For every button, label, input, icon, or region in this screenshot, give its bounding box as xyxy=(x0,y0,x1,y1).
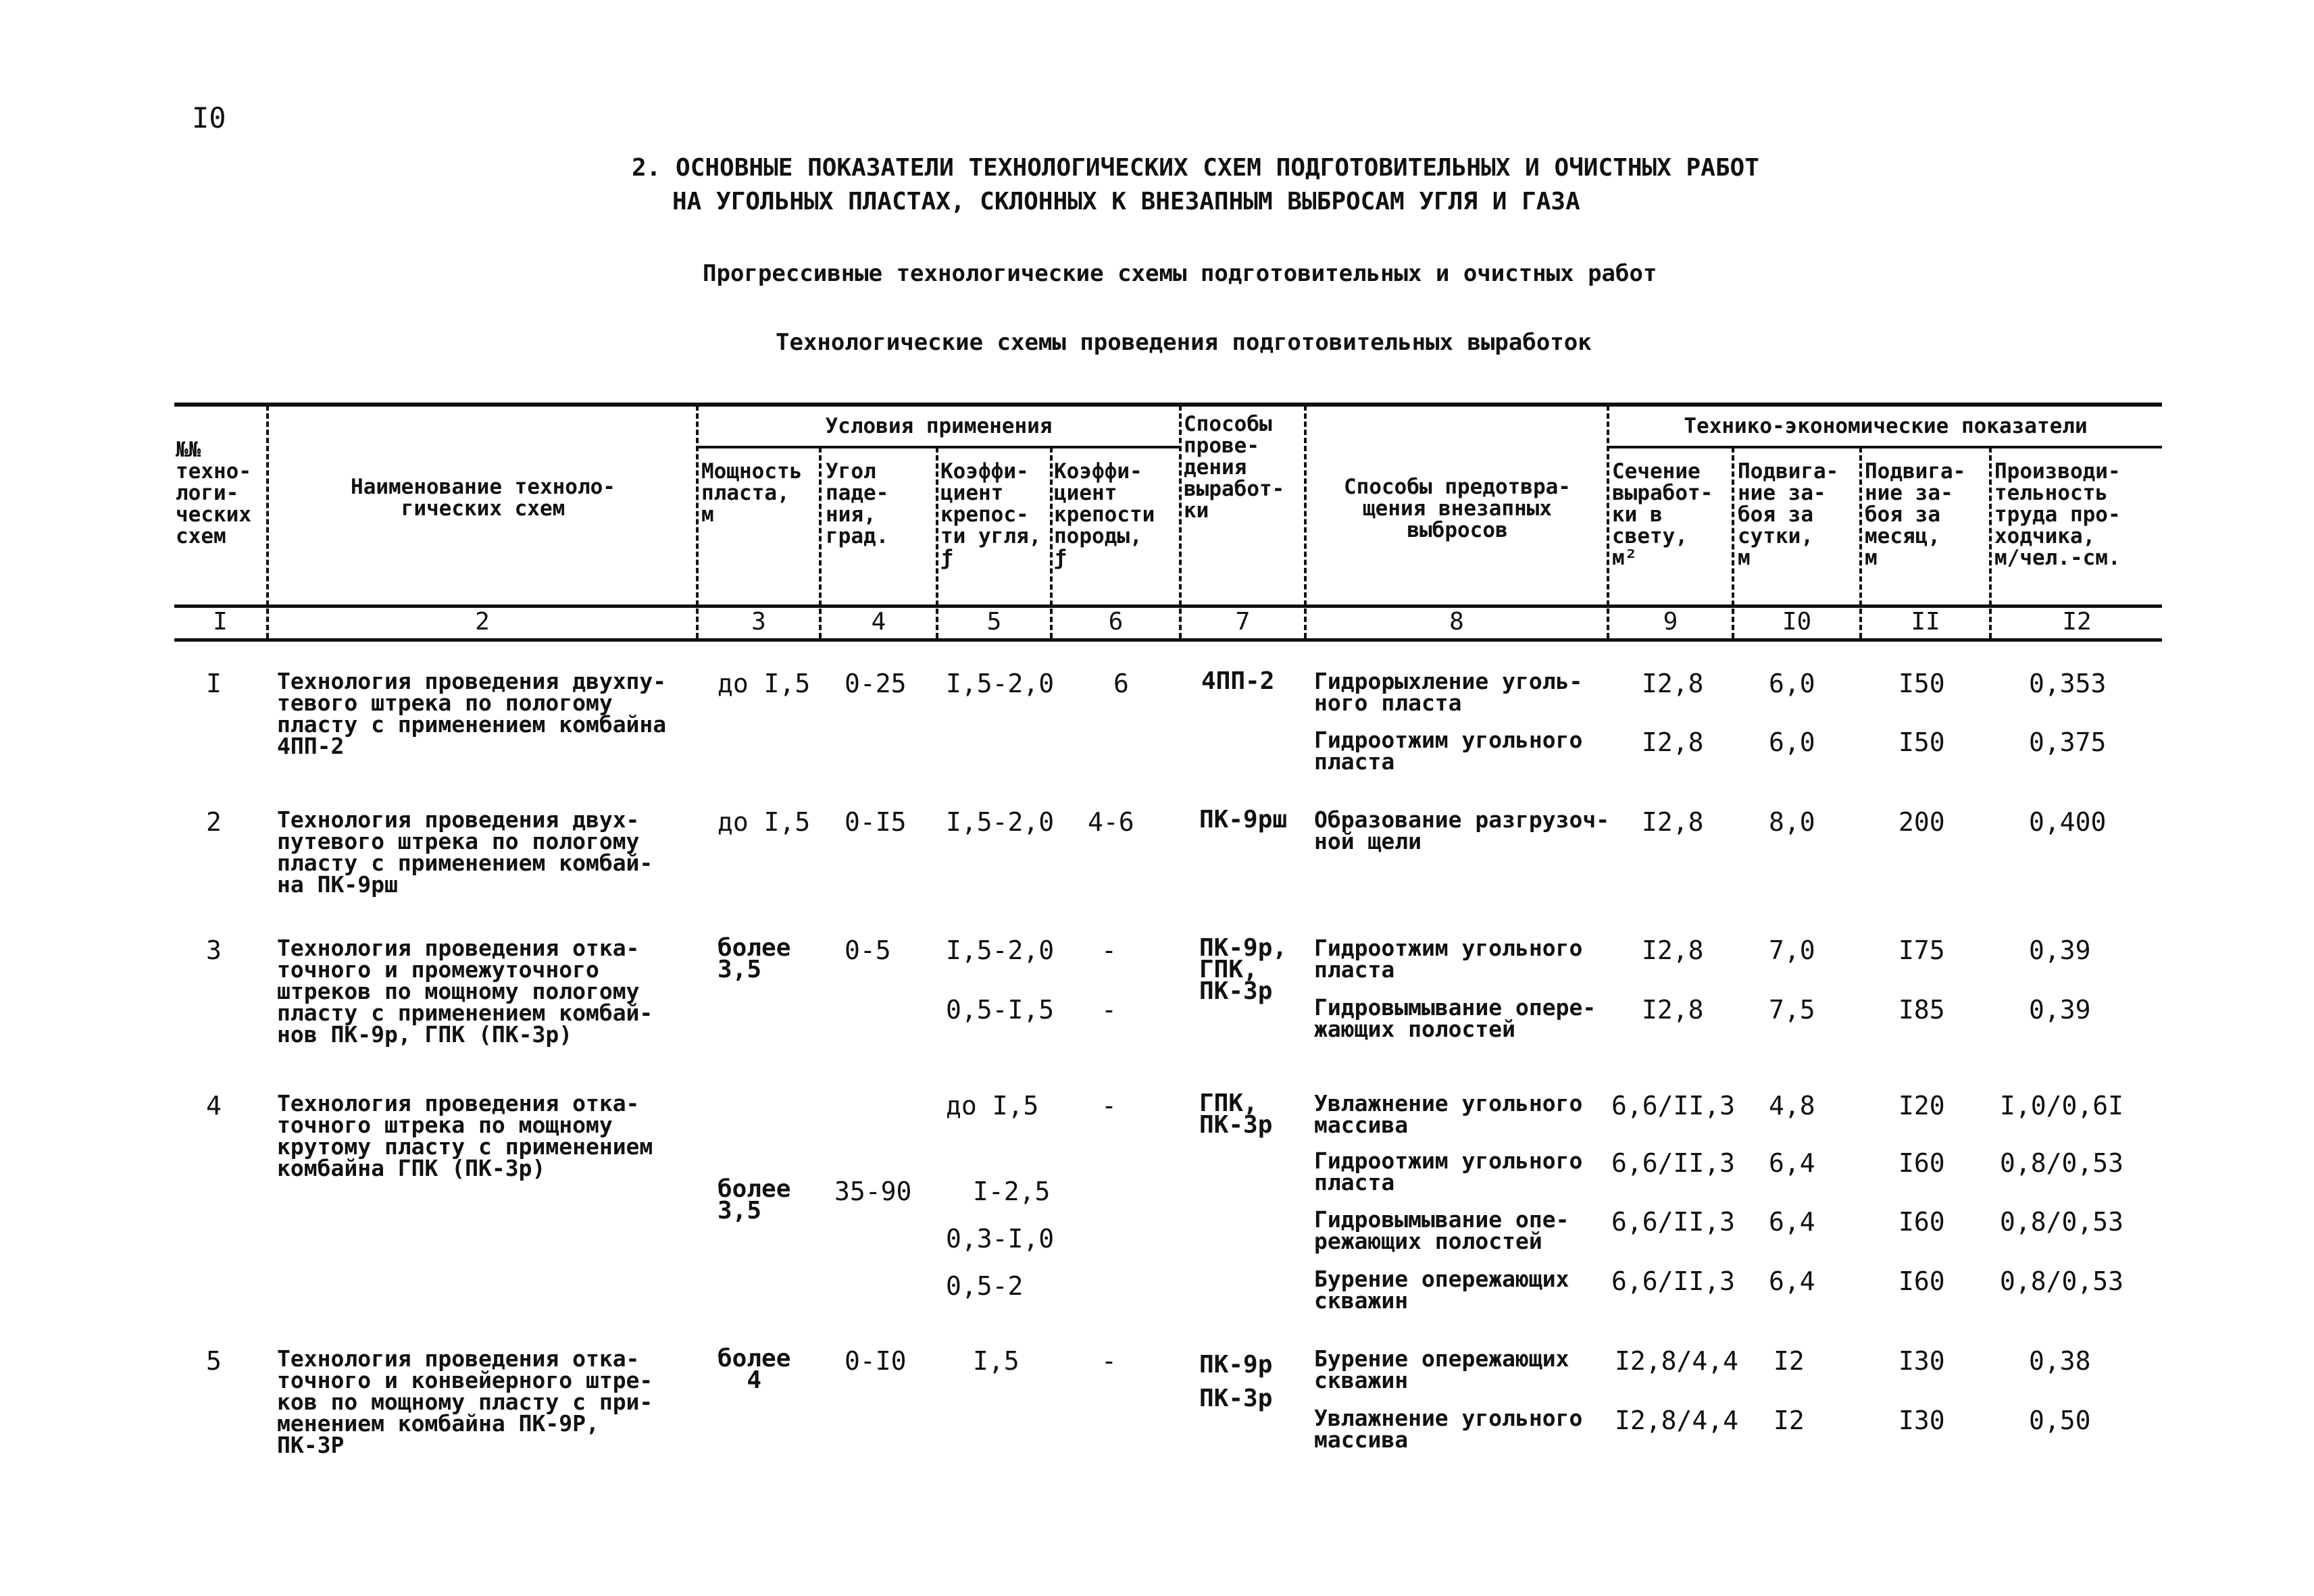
seam-thickness: более 3,5 xyxy=(718,934,791,983)
section-area: 6,6/II,3 xyxy=(1611,1091,1736,1121)
productivity: 0,375 xyxy=(2029,727,2107,757)
coal-strength: I,5 xyxy=(973,1346,1020,1376)
driving-method: ГПК, ПК-3р xyxy=(1199,1089,1273,1139)
advance-per-day: 6,0 xyxy=(1769,669,1815,698)
dip-angle: 35-90 xyxy=(834,1177,912,1206)
coal-strength: I,5-2,0 xyxy=(946,807,1055,837)
column-number: 4 xyxy=(871,608,886,636)
section-area: I2,8 xyxy=(1642,727,1704,757)
driving-method: ПК-9р, ГПК, ПК-3р xyxy=(1199,934,1288,1005)
prevention-method: Гидроотжим угольного пласта xyxy=(1314,1148,1583,1195)
advance-per-month: I60 xyxy=(1898,1266,1945,1296)
advance-per-month: I30 xyxy=(1898,1346,1945,1376)
advance-per-day: 6,4 xyxy=(1769,1266,1815,1296)
coal-strength: 0,3-I,0 xyxy=(946,1224,1055,1254)
rock-strength: - xyxy=(1101,1091,1117,1121)
col-sep-6 xyxy=(1179,405,1182,638)
header-section: Сечение выработ- ки в свету, м² xyxy=(1612,459,1713,570)
advance-per-day: 4,8 xyxy=(1769,1091,1815,1121)
group-header-conditions: Условия применения xyxy=(825,414,1053,438)
column-number: 2 xyxy=(475,608,490,636)
driving-method: 4ПП-2 xyxy=(1201,667,1275,695)
driving-method: ПК-9р ПК-3р xyxy=(1199,1351,1273,1412)
column-number: 8 xyxy=(1449,608,1464,636)
coal-strength: I-2,5 xyxy=(973,1177,1051,1206)
coal-strength: I,5-2,0 xyxy=(946,935,1055,965)
advance-per-month: I60 xyxy=(1898,1207,1945,1237)
header-scheme-number: №№ техно- логи- ческих схем xyxy=(176,438,251,548)
advance-per-month: I30 xyxy=(1898,1406,1945,1435)
table-top-rule xyxy=(174,403,2162,407)
scheme-name: Технология проведения отка- точного и конвейерного штре- ков по мощному пласту с при- менением комбайна ПК-9Р, ПК-3Р xyxy=(277,1345,653,1458)
advance-per-month: I50 xyxy=(1898,727,1945,757)
productivity: 0,39 xyxy=(2029,935,2091,965)
col-sep-2 xyxy=(696,405,699,638)
column-number: 9 xyxy=(1663,608,1678,636)
header-thickness: Мощность пласта, м xyxy=(701,459,803,527)
column-number: 3 xyxy=(751,608,766,636)
prevention-method: Образование разгрузоч- ной щели xyxy=(1314,806,1610,854)
indicators-group-rule xyxy=(1607,446,2162,448)
dip-angle: 0-5 xyxy=(845,935,891,965)
prevention-method: Гидровымывание опере- жающих полостей xyxy=(1314,994,1596,1042)
productivity: 0,8/0,53 xyxy=(2000,1266,2124,1296)
scheme-number: I xyxy=(206,669,222,698)
advance-per-month: I50 xyxy=(1898,669,1945,698)
prevention-method: Увлажнение угольного массива xyxy=(1314,1090,1583,1138)
coal-strength: 0,5-I,5 xyxy=(946,995,1055,1025)
seam-thickness: более 4 xyxy=(718,1345,791,1394)
scheme-name: Технология проведения отка- точного и промежуточного штреков по мощному пологому пласту с применением комбай- нов ПК-9р, ГПК (ПК-3р) xyxy=(277,935,653,1048)
section-title: Технологические схемы проведения подготовительных выработок xyxy=(776,329,1592,356)
column-number: I2 xyxy=(2062,608,2092,636)
section-area: 6,6/II,3 xyxy=(1611,1207,1736,1237)
column-number: I0 xyxy=(1782,608,1812,636)
scheme-number: 5 xyxy=(206,1346,222,1376)
coal-strength: до I,5 xyxy=(946,1091,1039,1121)
group-header-indicators: Технико-экономические показатели xyxy=(1684,414,2088,438)
productivity: I,0/0,6I xyxy=(2000,1091,2124,1121)
scheme-number: 3 xyxy=(206,935,222,965)
productivity: 0,8/0,53 xyxy=(2000,1207,2124,1237)
column-number: 5 xyxy=(986,608,1002,636)
scheme-name: Технология проведения двухпу- тевого штрека по пологому пласту с применением комбайна 4ПП-2 xyxy=(277,668,667,759)
driving-method: ПК-9рш xyxy=(1199,806,1288,833)
scheme-number: 2 xyxy=(206,807,222,837)
seam-thickness: до I,5 xyxy=(718,807,811,837)
prevention-method: Гидроотжим угольного пласта xyxy=(1314,727,1583,775)
advance-per-month: 200 xyxy=(1898,807,1945,837)
prevention-method: Гидровымывание опе- режающих полостей xyxy=(1314,1206,1569,1254)
column-number: II xyxy=(1911,608,1940,636)
dip-angle: 0-25 xyxy=(845,669,907,698)
header-productivity: Производи- тельность труда про- ходчика, м/чел.-см. xyxy=(1994,459,2121,570)
rock-strength: - xyxy=(1101,935,1117,965)
page-number: I0 xyxy=(192,101,226,134)
section-area: I2,8 xyxy=(1642,807,1704,837)
dip-angle: 0-I5 xyxy=(845,807,907,837)
productivity: 0,400 xyxy=(2029,807,2107,837)
coal-strength: I,5-2,0 xyxy=(946,669,1055,698)
title-line-1: 2. ОСНОВНЫЕ ПОКАЗАТЕЛИ ТЕХНОЛОГИЧЕСКИХ СХЕМ ПОДГОТОВИТЕЛЬНЫХ И ОЧИСТНЫХ РАБОТ xyxy=(632,154,1759,182)
col-sep-8 xyxy=(1607,405,1609,638)
prevention-method: Гидрорыхление уголь- ного пласта xyxy=(1314,668,1583,716)
productivity: 0,50 xyxy=(2029,1406,2091,1435)
prevention-method: Бурение опережающих скважин xyxy=(1314,1345,1569,1393)
section-area: 6,6/II,3 xyxy=(1611,1148,1736,1178)
scheme-number: 4 xyxy=(206,1091,222,1121)
column-number: 7 xyxy=(1235,608,1251,636)
advance-per-day: 6,4 xyxy=(1769,1148,1815,1178)
advance-per-month: I60 xyxy=(1898,1148,1945,1178)
section-area: I2,8/4,4 xyxy=(1615,1346,1739,1376)
header-advance-day: Подвига- ние за- боя за сутки, м xyxy=(1738,459,1839,570)
section-area: I2,8/4,4 xyxy=(1615,1406,1739,1435)
advance-per-day: 7,0 xyxy=(1769,935,1815,965)
section-area: 6,6/II,3 xyxy=(1611,1266,1736,1296)
productivity: 0,8/0,53 xyxy=(2000,1148,2124,1178)
seam-thickness: более 3,5 xyxy=(718,1175,791,1225)
productivity: 0,353 xyxy=(2029,669,2107,698)
subtitle: Прогрессивные технологические схемы подготовительных и очистных работ xyxy=(703,260,1657,287)
header-rock-strength: Коэффи- циент крепости породы, ƒ xyxy=(1054,459,1155,570)
dip-angle: 0-I0 xyxy=(845,1346,907,1376)
header-prevention-method: Способы предотвра- щения внезапных выбросов xyxy=(1344,475,1571,542)
scheme-name: Технология проведения двух- путевого штрека по пологому пласту с применением комбай- на ПК-9рш xyxy=(277,806,653,898)
col-sep-1 xyxy=(266,405,269,638)
coal-strength: 0,5-2 xyxy=(946,1271,1024,1301)
advance-per-month: I75 xyxy=(1898,935,1945,965)
rock-strength: 4-6 xyxy=(1088,807,1134,837)
advance-per-day: 6,4 xyxy=(1769,1207,1815,1237)
productivity: 0,39 xyxy=(2029,995,2091,1025)
prevention-method: Бурение опережающих скважин xyxy=(1314,1266,1569,1314)
section-area: I2,8 xyxy=(1642,995,1704,1025)
header-advance-month: Подвига- ние за- боя за месяц, м xyxy=(1865,459,1966,570)
advance-per-day: 8,0 xyxy=(1769,807,1815,837)
prevention-method: Гидроотжим угольного пласта xyxy=(1314,935,1583,983)
prevention-method: Увлажнение угольного массива xyxy=(1314,1405,1583,1453)
column-number-rule xyxy=(174,638,2162,642)
section-area: I2,8 xyxy=(1642,935,1704,965)
seam-thickness: до I,5 xyxy=(718,669,811,698)
scheme-name: Технология проведения отка- точного штрека по мощному крутому пласту с применением комбайна ГПК (ПК-3р) xyxy=(277,1090,653,1181)
header-coal-strength: Коэффи- циент крепос- ти угля, ƒ xyxy=(940,459,1042,570)
advance-per-month: I20 xyxy=(1898,1091,1945,1121)
column-number: I xyxy=(213,608,228,636)
title-line-2: НА УГОЛЬНЫХ ПЛАСТАХ, СКЛОННЫХ К ВНЕЗАПНЫМ ВЫБРОСАМ УГЛЯ И ГАЗА xyxy=(672,188,1580,215)
advance-per-month: I85 xyxy=(1898,995,1945,1025)
header-scheme-name: Наименование техноло- гических схем xyxy=(351,475,615,521)
rock-strength: - xyxy=(1101,1346,1117,1376)
productivity: 0,38 xyxy=(2029,1346,2091,1376)
advance-per-day: I2 xyxy=(1774,1346,1805,1376)
header-driving-method: Способы прове- дения выработ- ки xyxy=(1184,412,1285,523)
rock-strength: 6 xyxy=(1113,669,1129,698)
column-number: 6 xyxy=(1108,608,1124,636)
rock-strength: - xyxy=(1101,995,1117,1025)
col-sep-7 xyxy=(1304,405,1307,638)
header-angle: Угол паде- ния, град. xyxy=(826,459,889,548)
advance-per-day: 7,5 xyxy=(1769,995,1815,1025)
section-area: I2,8 xyxy=(1642,669,1704,698)
advance-per-day: I2 xyxy=(1774,1406,1805,1435)
advance-per-day: 6,0 xyxy=(1769,727,1815,757)
